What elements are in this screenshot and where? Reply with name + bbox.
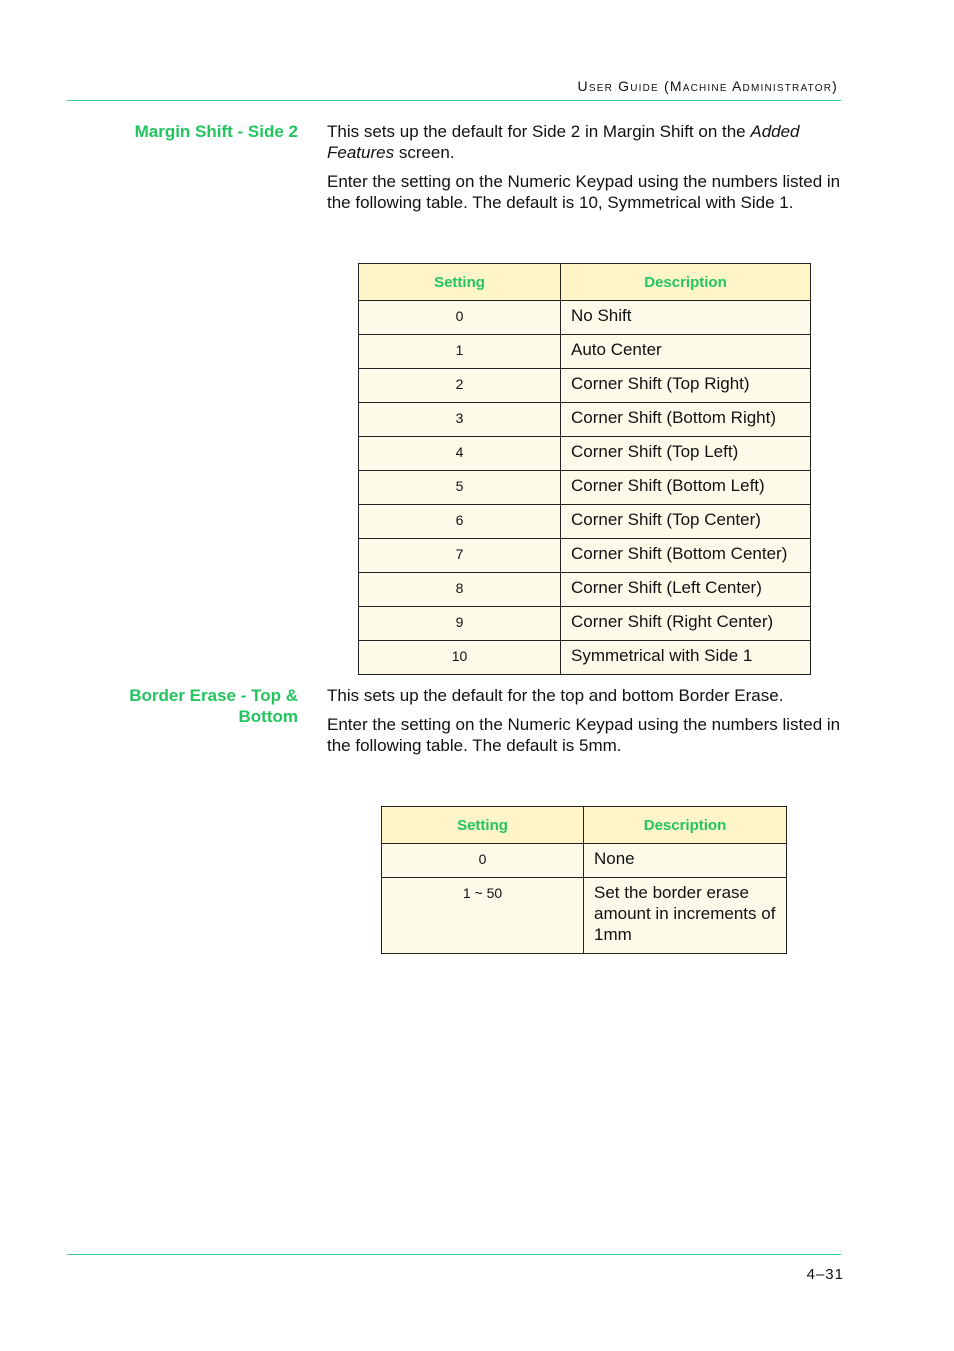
setting-cell: 0 — [359, 301, 561, 335]
setting-cell: 1 ~ 50 — [382, 878, 584, 954]
intro-text-end: screen. — [394, 143, 455, 162]
setting-cell: 5 — [359, 471, 561, 505]
border-erase-intro-paragraph: This sets up the default for the top and bottom Border Erase. — [327, 686, 784, 705]
setting-cell: 0 — [382, 844, 584, 878]
table-row — [359, 471, 811, 505]
intro-text-start: This sets up the default for Side 2 in Margin Shift on the — [327, 122, 751, 141]
description-cell: None — [584, 844, 787, 878]
table-row — [359, 369, 811, 403]
setting-cell: 1 — [359, 335, 561, 369]
running-header: User Guide (Machine Administrator) — [577, 78, 838, 94]
table-row — [359, 437, 811, 471]
setting-cell: 2 — [359, 369, 561, 403]
table-header-row — [359, 264, 811, 301]
margin-shift-instructions-paragraph: Enter the setting on the Numeric Keypad using the numbers listed in the following table. The default is 10, Symmetrical with Side 1. — [327, 172, 841, 212]
setting-cell: 10 — [359, 641, 561, 675]
table-row — [382, 844, 787, 878]
page-number: 4–31 — [806, 1266, 844, 1283]
margin-shift-side2-heading: Margin Shift - Side 2 — [134, 122, 298, 141]
setting-cell: 6 — [359, 505, 561, 539]
table-header-row — [382, 807, 787, 844]
description-cell: Corner Shift (Right Center) — [561, 607, 811, 641]
table-row — [359, 505, 811, 539]
border-erase-settings-table — [381, 806, 787, 954]
border-erase-heading — [98, 685, 298, 727]
border-erase-instructions-paragraph: Enter the setting on the Numeric Keypad using the numbers listed in the following table. The default is 5mm. — [327, 715, 841, 755]
table-row — [359, 403, 811, 437]
setting-cell: 4 — [359, 437, 561, 471]
table-row — [359, 539, 811, 573]
table-row — [359, 607, 811, 641]
table-row — [359, 641, 811, 675]
description-cell: Corner Shift (Top Left) — [561, 437, 811, 471]
description-cell: Corner Shift (Top Right) — [561, 369, 811, 403]
description-cell: Corner Shift (Bottom Center) — [561, 539, 811, 573]
border-erase-heading-line1: Border Erase - Top & — [129, 686, 298, 705]
table-row — [359, 301, 811, 335]
table-row — [382, 878, 787, 954]
border-erase-heading-line2: Bottom — [238, 707, 298, 726]
setting-cell: 7 — [359, 539, 561, 573]
margin-shift-settings-table — [358, 263, 811, 675]
margin-shift-intro-paragraph — [327, 121, 847, 163]
description-cell: Corner Shift (Bottom Right) — [561, 403, 811, 437]
border-erase-description — [327, 685, 847, 764]
table-row — [359, 573, 811, 607]
header-divider — [67, 100, 841, 101]
column-header-description: Description — [584, 807, 787, 844]
added-features-term: Added Features — [327, 122, 800, 162]
column-header-description: Description — [561, 264, 811, 301]
setting-cell: 9 — [359, 607, 561, 641]
column-header-setting: Setting — [382, 807, 584, 844]
table-row — [359, 335, 811, 369]
description-cell: Corner Shift (Top Center) — [561, 505, 811, 539]
description-cell: Corner Shift (Left Center) — [561, 573, 811, 607]
setting-cell: 8 — [359, 573, 561, 607]
description-cell: Symmetrical with Side 1 — [561, 641, 811, 675]
description-cell: Set the border erase amount in increments of 1mm — [584, 878, 787, 954]
column-header-setting: Setting — [359, 264, 561, 301]
description-cell: Auto Center — [561, 335, 811, 369]
description-cell: No Shift — [561, 301, 811, 335]
setting-cell: 3 — [359, 403, 561, 437]
description-cell: Corner Shift (Bottom Left) — [561, 471, 811, 505]
margin-shift-description — [327, 121, 847, 221]
footer-divider — [67, 1254, 841, 1255]
